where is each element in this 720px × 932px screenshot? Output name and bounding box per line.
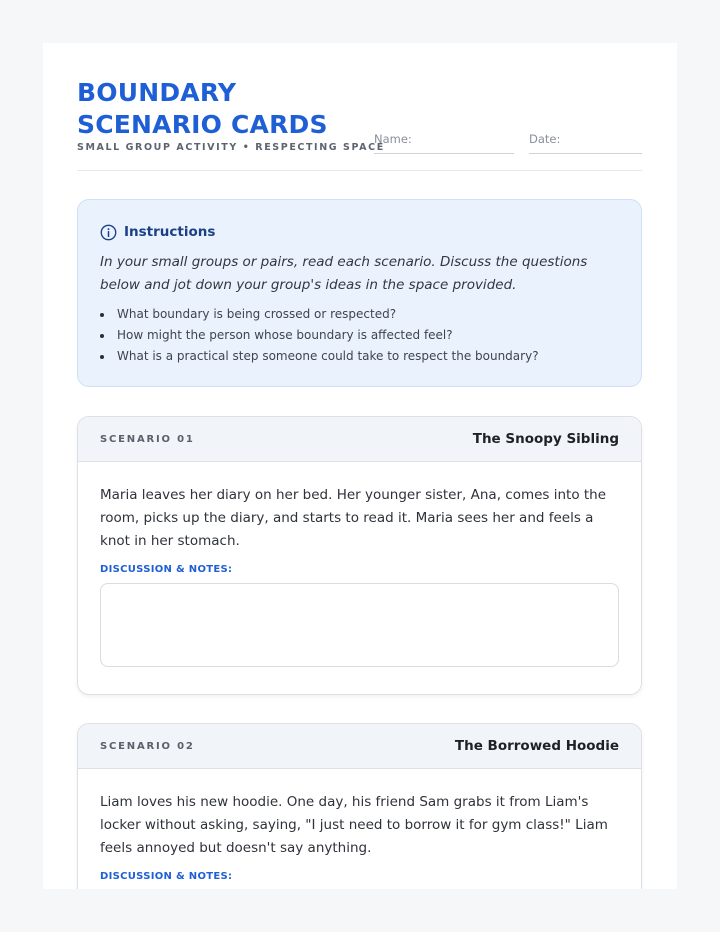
scenario-text: Liam loves his new hoodie. One day, his friend Sam grabs it from Liam's locker without asking, saying, "I just need to borrow it for gym class!" Liam feels annoyed but doesn't say anything. [100,794,608,856]
scenario-number: SCENARIO 01 [100,433,195,445]
info-icon [100,224,117,241]
date-label: Date: [529,132,561,146]
worksheet-page [43,43,677,889]
notes-box[interactable] [100,583,619,667]
question-item: How might the person whose boundary is affected feel? [100,325,619,346]
notes-label: DISCUSSION & NOTES: [100,871,233,882]
instructions-panel [77,199,642,387]
scenario-title: The Snoopy Sibling [472,431,619,447]
scenario-card-body [78,769,641,889]
instructions-text: In your small groups or pairs, read each scenario. Discuss the questions below and jot down your group's ideas in the space provided. [100,254,588,293]
instructions-header [100,222,619,242]
scenario-card-1 [77,416,642,695]
instructions-questions [100,304,619,367]
page-subtitle: SMALL GROUP ACTIVITY • RESPECTING SPACE [77,142,385,153]
scenario-title: The Borrowed Hoodie [454,738,619,754]
title-line-2: SCENARIO CARDS [77,110,328,139]
date-field[interactable] [529,132,642,154]
notes-label: DISCUSSION & NOTES: [100,564,233,575]
scenario-card-2 [77,723,642,889]
worksheet-header [77,77,642,171]
scenario-text: Maria leaves her diary on her bed. Her younger sister, Ana, comes into the room, picks up the diary, and starts to read it. Maria sees her and feels a knot in her stomach. [100,487,607,549]
page-title [77,77,328,141]
scenario-card-body [78,462,641,667]
question-item: What boundary is being crossed or respected? [100,304,619,325]
instructions-title: Instructions [124,224,216,240]
scenario-card-header [78,417,641,462]
name-field[interactable] [374,132,514,154]
title-line-1: BOUNDARY [77,78,237,107]
scenario-card-header [78,724,641,769]
name-label: Name: [374,132,412,146]
question-item: What is a practical step someone could take to respect the boundary? [100,346,619,367]
scenario-number: SCENARIO 02 [100,740,195,752]
